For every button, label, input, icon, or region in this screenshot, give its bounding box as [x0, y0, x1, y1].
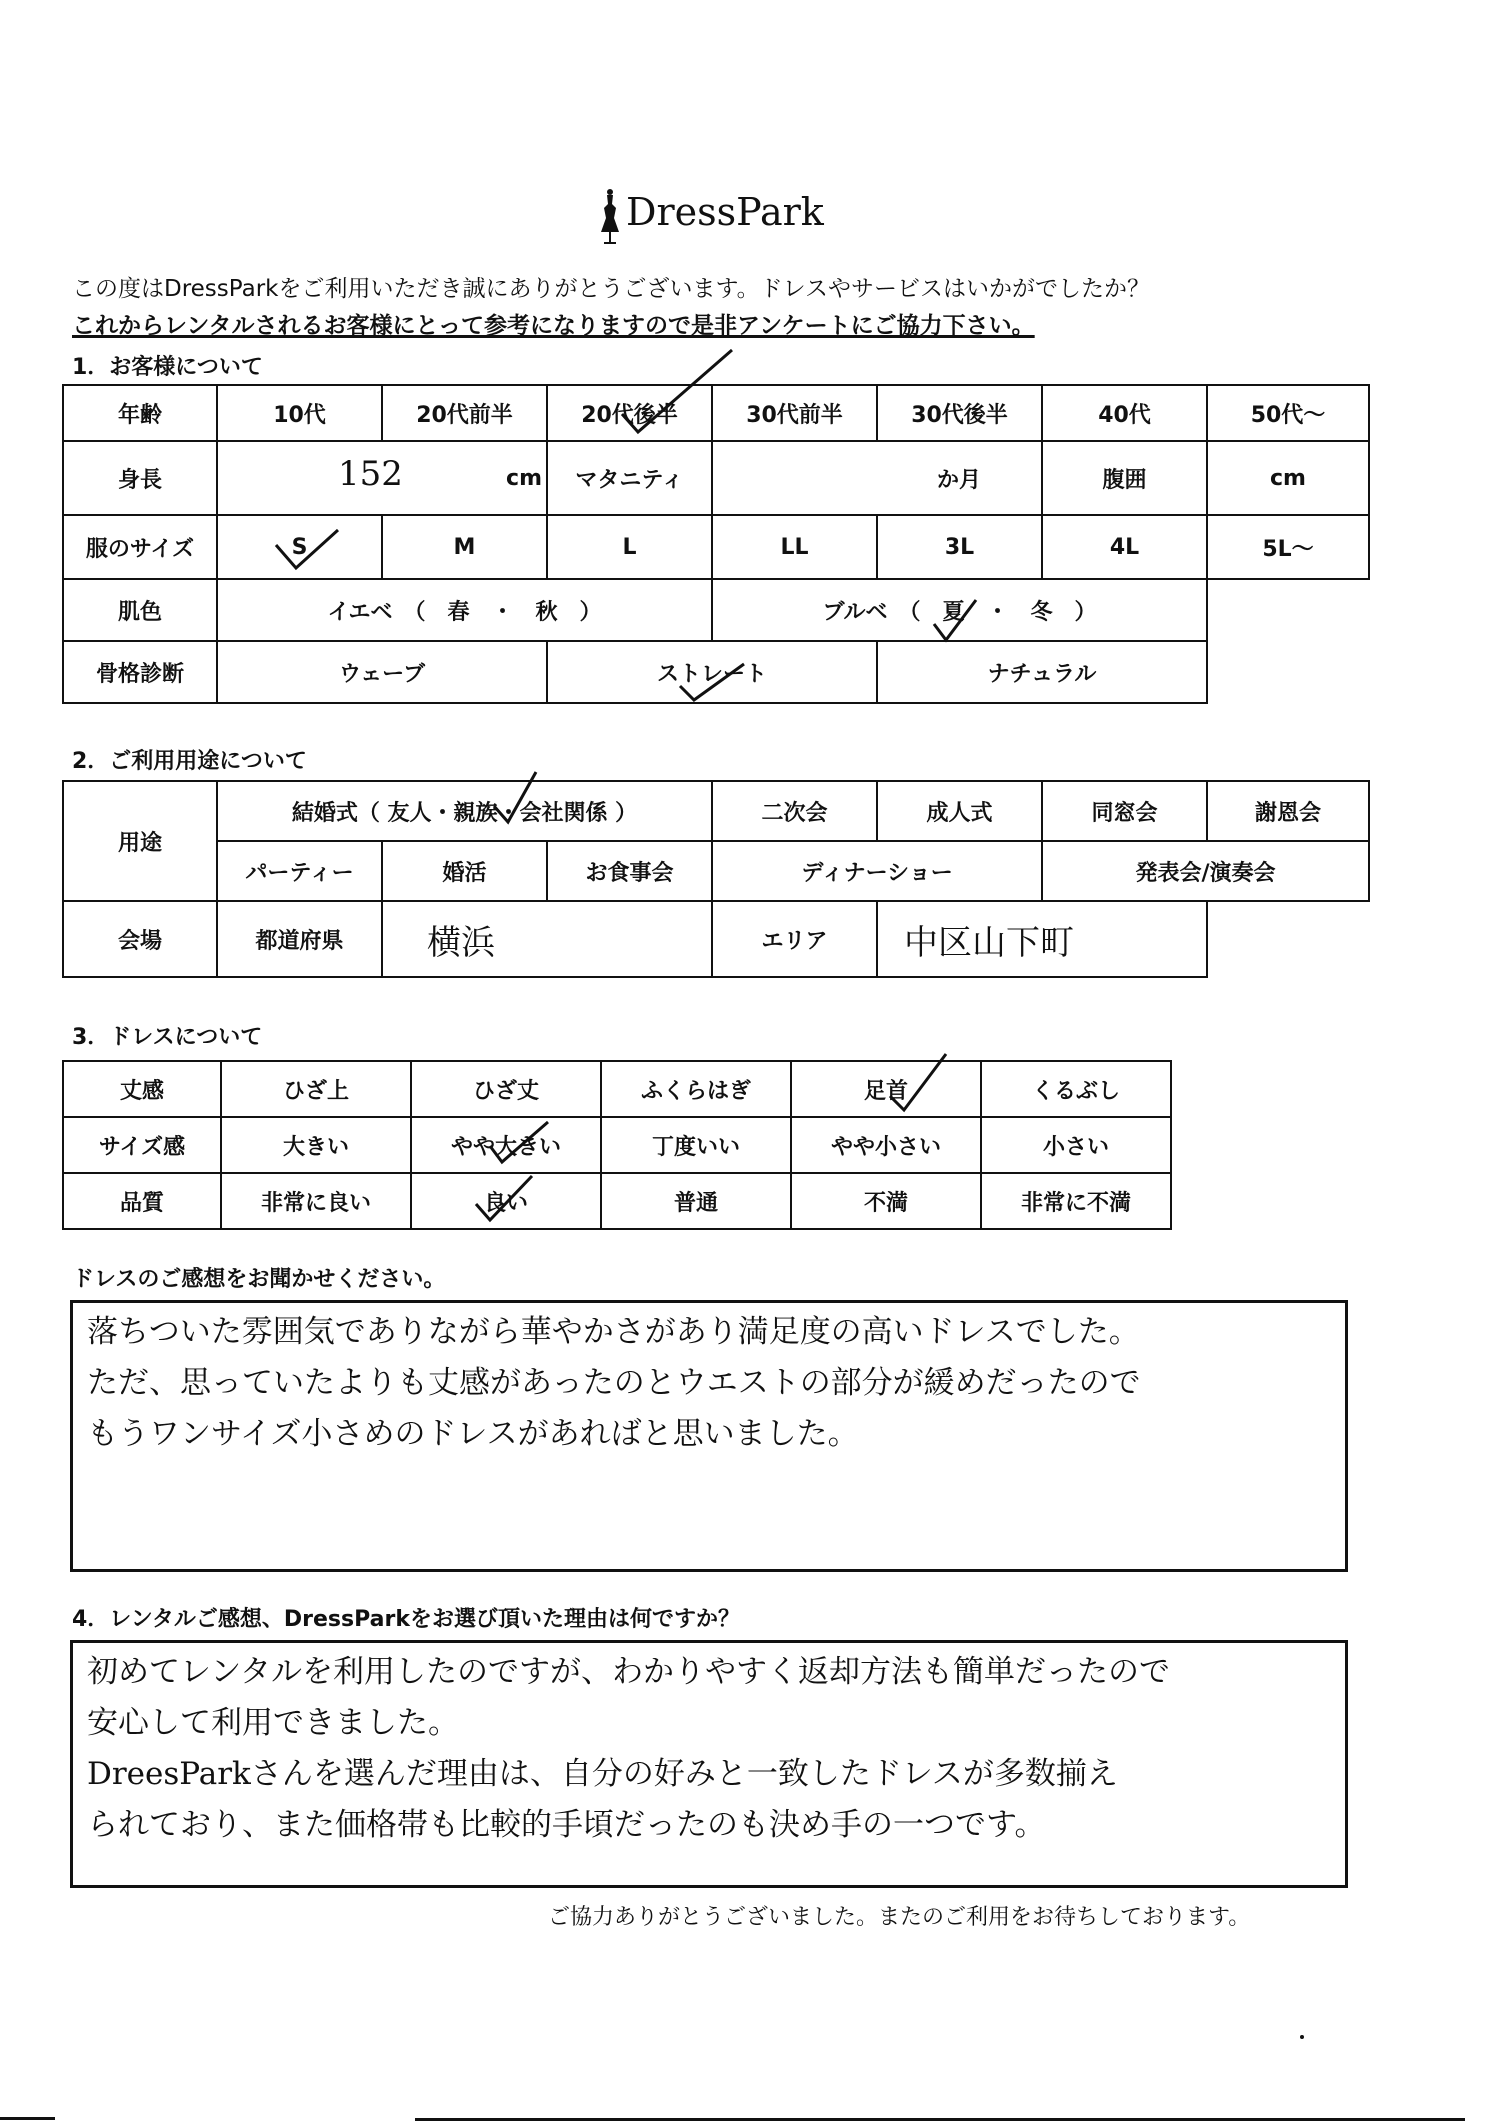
quality-option[interactable]: 普通	[601, 1173, 791, 1229]
usage-option[interactable]: 成人式	[877, 781, 1042, 841]
prefecture-field[interactable]	[382, 901, 712, 977]
frame-row	[63, 641, 1369, 703]
fit-option[interactable]: 大きい	[221, 1117, 411, 1173]
age-option-selected[interactable]: 20代後半	[547, 385, 712, 441]
usage-option[interactable]: 発表会/演奏会	[1042, 841, 1369, 901]
reason-line: られており、また価格帯も比較的手頃だったのも決め手の一つです。	[87, 1807, 1046, 1843]
usage-option[interactable]: 婚活	[382, 841, 547, 901]
skin-label: 肌色	[63, 579, 217, 641]
size-option-selected[interactable]: S	[217, 515, 382, 579]
usage-label: 用途	[63, 781, 217, 901]
length-option[interactable]: くるぶし	[981, 1061, 1171, 1117]
comment-line: もうワンサイズ小さめのドレスがあればと思いました。	[87, 1416, 859, 1452]
age-label: 年齢	[63, 385, 217, 441]
section-1-title: 1．お客様について	[72, 355, 263, 380]
fit-label: サイズ感	[63, 1117, 221, 1173]
size-option[interactable]: LL	[712, 515, 877, 579]
length-label: 丈感	[63, 1061, 221, 1117]
prefecture-value: 横浜	[427, 922, 495, 963]
age-row	[63, 385, 1369, 441]
usage-option[interactable]: 同窓会	[1042, 781, 1207, 841]
usage-option[interactable]: お食事会	[547, 841, 712, 901]
quality-label: 品質	[63, 1173, 221, 1229]
closing-message: ご協力ありがとうございました。またのご利用をお待ちしております。	[548, 1905, 1251, 1930]
maternity-label: マタニティ	[547, 441, 712, 515]
logo	[598, 188, 838, 250]
fit-option-selected[interactable]: やや大きい	[411, 1117, 601, 1173]
age-option[interactable]: 50代～	[1207, 385, 1369, 441]
venue-label: 会場	[63, 901, 217, 977]
waist-field[interactable]: cm	[1207, 441, 1369, 515]
size-option[interactable]: L	[547, 515, 712, 579]
dress-form-icon	[598, 188, 622, 248]
usage-option[interactable]: 謝恩会	[1207, 781, 1369, 841]
venue-row	[63, 901, 1369, 977]
quality-row	[63, 1173, 1171, 1229]
size-row	[63, 515, 1369, 579]
frame-option-selected[interactable]: ストレート	[547, 641, 877, 703]
age-option[interactable]: 10代	[217, 385, 382, 441]
skin-yellow-option[interactable]: イエベ （ 春 ・ 秋 ）	[217, 579, 712, 641]
area-label: エリア	[712, 901, 877, 977]
fit-option[interactable]: やや小さい	[791, 1117, 981, 1173]
quality-option[interactable]: 非常に不満	[981, 1173, 1171, 1229]
height-row	[63, 441, 1369, 515]
length-option-selected[interactable]: 足首	[791, 1061, 981, 1117]
scan-speck	[1300, 2035, 1304, 2039]
age-option[interactable]: 20代前半	[382, 385, 547, 441]
age-option[interactable]: 30代前半	[712, 385, 877, 441]
reason-line: 初めてレンタルを利用したのですが、わかりやすく返却方法も簡単だったので	[87, 1654, 1170, 1690]
skin-blue-option-selected[interactable]: ブルベ （ 夏 ・ 冬 ）	[712, 579, 1207, 641]
usage-wedding-option-selected[interactable]: 結婚式（ 友人・親族・会社関係 ）	[217, 781, 712, 841]
height-value: 152	[338, 454, 403, 494]
fit-option[interactable]: 小さい	[981, 1117, 1171, 1173]
area-value: 中区山下町	[904, 922, 1075, 963]
intro-text: この度はDressParkをご利用いただき誠にありがとうございます。ドレスやサービスはいかがでしたか？	[72, 276, 1150, 302]
reason-line: DreesParkさんを選んだ理由は、自分の好みと一致したドレスが多数揃え	[87, 1756, 1118, 1792]
usage-table	[62, 780, 1370, 978]
dress-table	[62, 1060, 1172, 1230]
age-option[interactable]: 30代後半	[877, 385, 1042, 441]
footer-rule	[415, 2118, 1465, 2121]
usage-option[interactable]: パーティー	[217, 841, 382, 901]
section-4-title: 4．レンタルご感想、DressParkをお選び頂いた理由は何ですか？	[72, 1607, 740, 1632]
section-3-title: 3．ドレスについて	[72, 1025, 263, 1050]
comment-line: 落ちついた雰囲気でありながら華やかさがあり満足度の高いドレスでした。	[87, 1314, 1140, 1350]
height-unit: cm	[506, 466, 542, 491]
customer-table	[62, 384, 1370, 704]
dress-comment-title: ドレスのご感想をお聞かせください。	[72, 1267, 446, 1292]
quality-option[interactable]: 不満	[791, 1173, 981, 1229]
usage-option[interactable]: 二次会	[712, 781, 877, 841]
maternity-months[interactable]: か月	[712, 441, 1042, 515]
logo-text: DressPark	[626, 190, 824, 234]
prefecture-label: 都道府県	[217, 901, 382, 977]
height-field[interactable]	[217, 441, 547, 515]
quality-option[interactable]: 非常に良い	[221, 1173, 411, 1229]
section-2-title: 2．ご利用用途について	[72, 749, 307, 774]
dress-comment-box[interactable]	[70, 1300, 1348, 1572]
usage-row-2	[63, 841, 1369, 901]
length-option[interactable]: ひざ上	[221, 1061, 411, 1117]
age-option[interactable]: 40代	[1042, 385, 1207, 441]
size-option[interactable]: 5L～	[1207, 515, 1369, 579]
comment-line: ただ、思っていたよりも丈感があったのとウエストの部分が緩めだったので	[87, 1365, 1141, 1401]
waist-label: 腹囲	[1042, 441, 1207, 515]
size-option[interactable]: 3L	[877, 515, 1042, 579]
frame-option[interactable]: ナチュラル	[877, 641, 1207, 703]
length-option[interactable]: ひざ丈	[411, 1061, 601, 1117]
rental-comment-box[interactable]	[70, 1640, 1348, 1888]
area-field[interactable]	[877, 901, 1207, 977]
frame-label: 骨格診断	[63, 641, 217, 703]
intro-request: これからレンタルされるお客様にとって参考になりますので是非アンケートにご協力下さい。	[72, 313, 1035, 339]
quality-option-selected[interactable]: 良い	[411, 1173, 601, 1229]
usage-option[interactable]: ディナーショー	[712, 841, 1042, 901]
size-label: 服のサイズ	[63, 515, 217, 579]
length-row	[63, 1061, 1171, 1117]
frame-option[interactable]: ウェーブ	[217, 641, 547, 703]
reason-line: 安心して利用できました。	[87, 1705, 459, 1741]
size-option[interactable]: M	[382, 515, 547, 579]
height-label: 身長	[63, 441, 217, 515]
size-option[interactable]: 4L	[1042, 515, 1207, 579]
footer-rule-left	[0, 2117, 55, 2120]
fit-option[interactable]: 丁度いい	[601, 1117, 791, 1173]
usage-row-1	[63, 781, 1369, 841]
fit-row	[63, 1117, 1171, 1173]
length-option[interactable]: ふくらはぎ	[601, 1061, 791, 1117]
skin-row	[63, 579, 1369, 641]
